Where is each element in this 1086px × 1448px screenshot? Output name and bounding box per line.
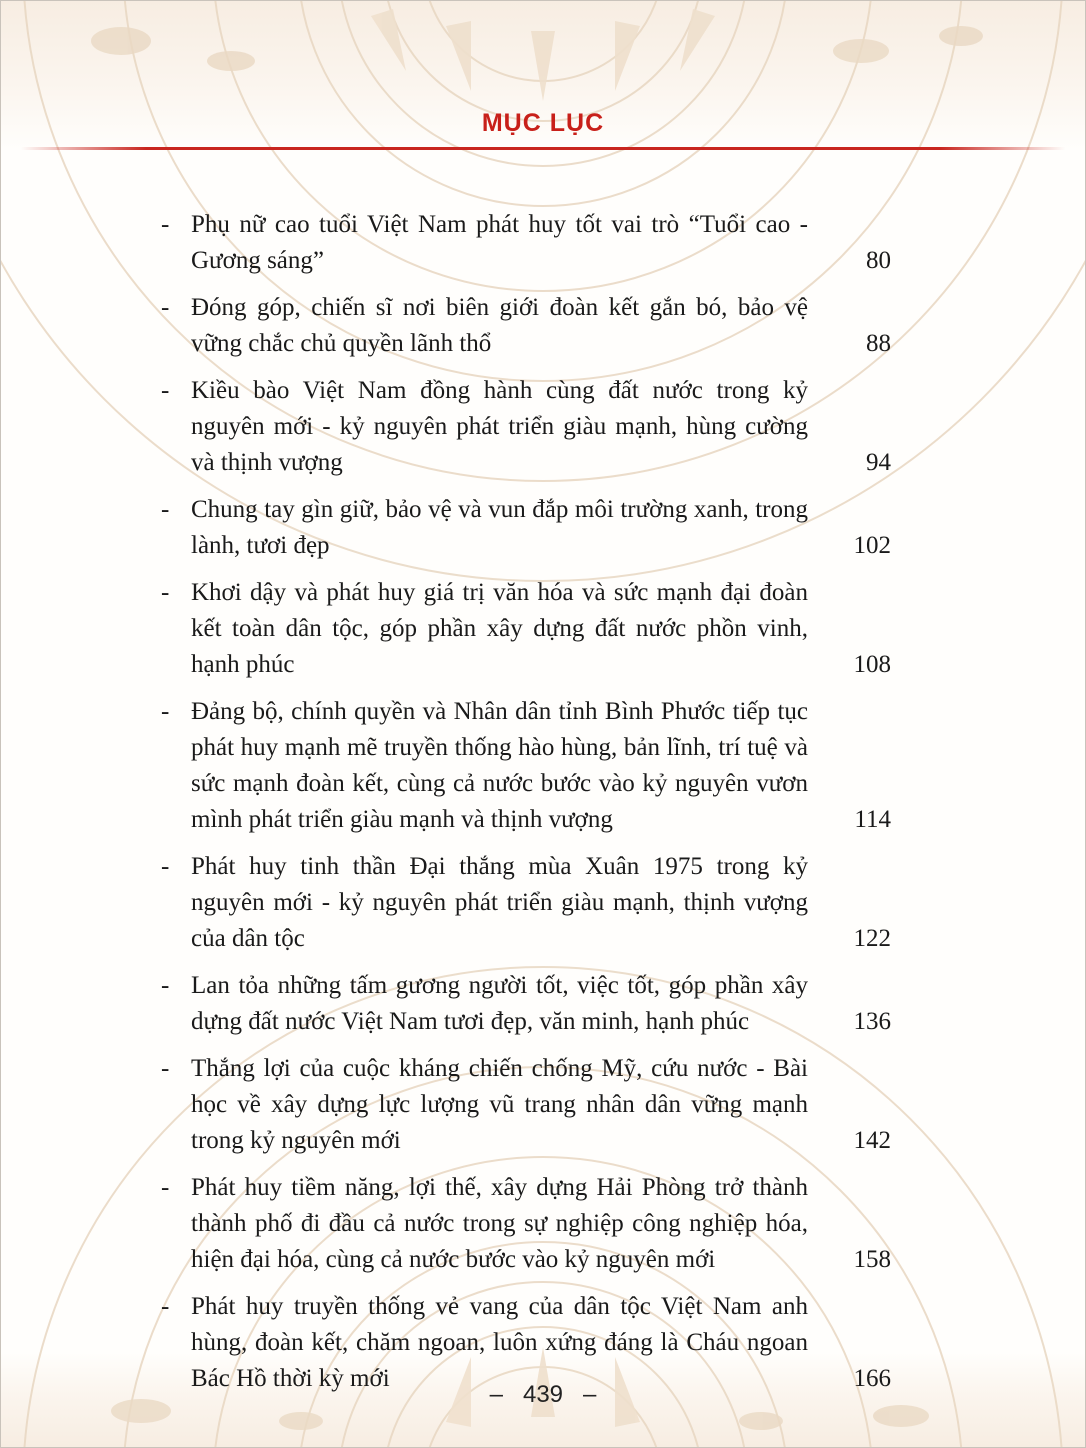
toc-entry[interactable] [161, 694, 891, 838]
toc-entry-title: Kiều bào Việt Nam đồng hành cùng đất nước trong kỷ nguyên mới - kỷ nguyên phát triển giàu mạnh, hùng cường và thịnh vượng [191, 377, 808, 476]
toc-entry[interactable] [161, 373, 891, 481]
bullet-dash: - [161, 496, 170, 523]
bullet-dash: - [161, 294, 170, 321]
toc-entry[interactable] [161, 492, 891, 564]
toc-entry-title: Phát huy tiềm năng, lợi thế, xây dựng Hải Phòng trở thành thành phố đi đầu cả nước trong sự nghiệp công nghiệp hóa, hiện đại hóa, cùng cả nước bước vào kỷ nguyên mới [191, 1174, 808, 1273]
toc-entry-title: Lan tỏa những tấm gương người tốt, việc tốt, góp phần xây dựng đất nước Việt Nam tươi đẹp, văn minh, hạnh phúc [191, 972, 808, 1035]
toc-entry-page: 136 [853, 1008, 891, 1035]
toc-entry-title: Phụ nữ cao tuổi Việt Nam phát huy tốt vai trò “Tuổi cao - Gương sáng” [191, 211, 808, 274]
toc-entry-page: 94 [866, 449, 891, 476]
toc-entry-page: 142 [853, 1127, 891, 1154]
bullet-dash: - [161, 211, 170, 238]
folio-dash-right: – [583, 1381, 597, 1408]
folio-number: 439 [522, 1381, 564, 1408]
bullet-dash: - [161, 377, 170, 404]
bullet-dash: - [161, 1055, 170, 1082]
toc-entry[interactable] [161, 1051, 891, 1159]
toc-entry[interactable] [161, 849, 891, 957]
bullet-dash: - [161, 579, 170, 606]
bullet-dash: - [161, 853, 170, 880]
table-of-contents [161, 207, 891, 1408]
page-title: MỤC LỤC [481, 109, 605, 137]
page-number [1, 1381, 1085, 1409]
toc-entry-title: Phát huy truyền thống vẻ vang của dân tộc Việt Nam anh hùng, đoàn kết, chăm ngoan, luôn xứng đáng là Cháu ngoan Bác Hồ thời kỳ mới [191, 1293, 808, 1392]
toc-entry-page: 80 [866, 247, 891, 274]
toc-entry-page: 166 [853, 1365, 891, 1392]
toc-entry-page: 108 [853, 651, 891, 678]
bullet-dash: - [161, 1293, 170, 1320]
toc-entry-page: 158 [853, 1246, 891, 1273]
toc-entry-page: 88 [866, 330, 891, 357]
toc-entry-title: Chung tay gìn giữ, bảo vệ và vun đắp môi trường xanh, trong lành, tươi đẹp [191, 496, 808, 559]
toc-entry-title: Phát huy tinh thần Đại thắng mùa Xuân 1975 trong kỷ nguyên mới - kỷ nguyên phát triển giàu mạnh, thịnh vượng của dân tộc [191, 853, 808, 952]
toc-entry[interactable] [161, 207, 891, 279]
bullet-dash: - [161, 1174, 170, 1201]
folio-dash-left: – [489, 1381, 503, 1408]
toc-entry-page: 102 [853, 532, 891, 559]
bullet-dash: - [161, 698, 170, 725]
toc-entry[interactable] [161, 968, 891, 1040]
toc-entry[interactable] [161, 575, 891, 683]
toc-entry-title: Thắng lợi của cuộc kháng chiến chống Mỹ, cứu nước - Bài học về xây dựng lực lượng vũ trang nhân dân vững mạnh trong kỷ nguyên mới [191, 1055, 808, 1154]
toc-entry-page: 122 [853, 925, 891, 952]
bullet-dash: - [161, 972, 170, 999]
toc-entry[interactable] [161, 290, 891, 362]
toc-entry-title: Khơi dậy và phát huy giá trị văn hóa và sức mạnh đại đoàn kết toàn dân tộc, góp phần xây dựng đất nước phồn vinh, hạnh phúc [191, 579, 808, 678]
header-divider [21, 147, 1065, 150]
toc-entry-page: 114 [854, 806, 891, 833]
toc-entry[interactable] [161, 1170, 891, 1278]
toc-entry-title: Đóng góp, chiến sĩ nơi biên giới đoàn kết gắn bó, bảo vệ vững chắc chủ quyền lãnh thổ [191, 294, 808, 357]
toc-entry-title: Đảng bộ, chính quyền và Nhân dân tỉnh Bình Phước tiếp tục phát huy mạnh mẽ truyền thống hào hùng, bản lĩnh, trí tuệ và sức mạnh đoàn kết, cùng cả nước bước vào kỷ nguyên vươn mình phát triển giàu mạnh và thịnh vượng [191, 698, 808, 833]
